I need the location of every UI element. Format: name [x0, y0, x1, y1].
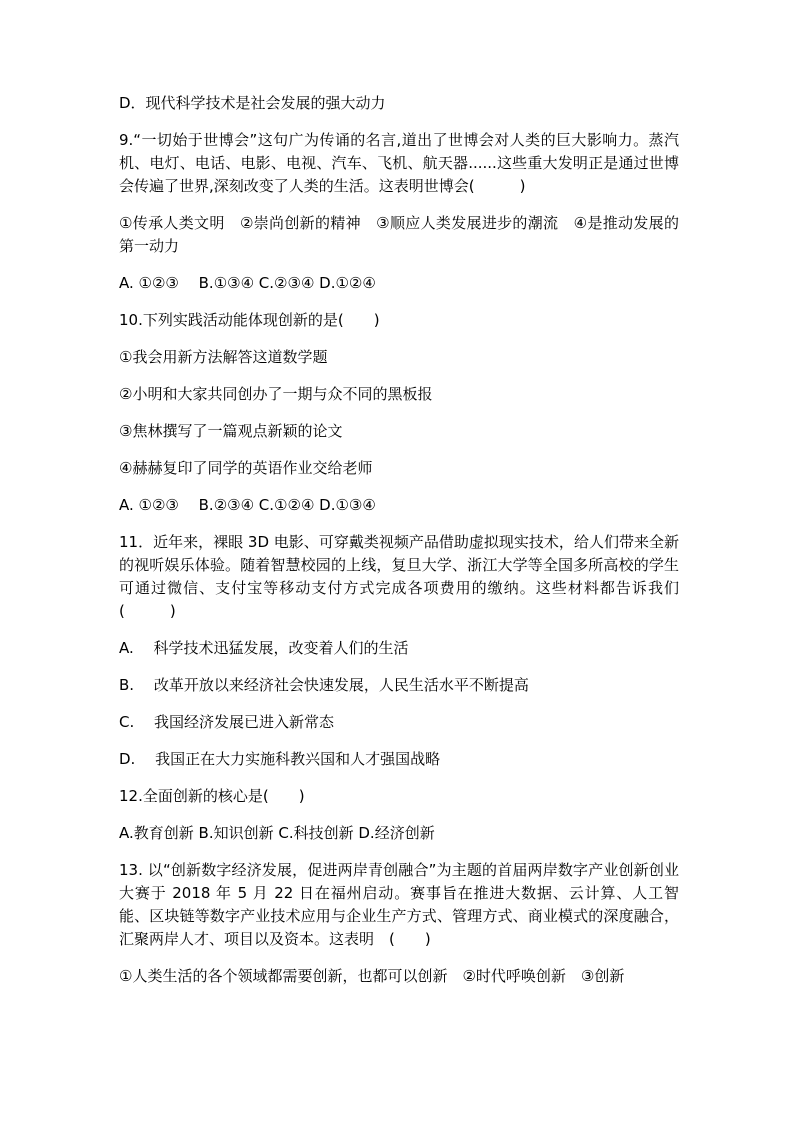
q11-option-b: B. 改革开放以来经济社会快速发展，人民生活水平不断提高: [119, 676, 529, 694]
q10-stem: 10.下列实践活动能体现创新的是( ): [119, 311, 380, 329]
q11-stem: 11．近年来，裸眼 3D 电影、可穿戴类视频产品借助虚拟现实技术，给人们带来全新的视听娱乐体验。随着智慧校园的上线，复旦大学、浙江大学等全国多所高校的学生可通过微信、支付宝等移动支付方式完成各项费用的缴纳。这些材料都告诉我们( ): [119, 533, 679, 620]
q9-items: ①传承人类文明 ②崇尚创新的精神 ③顺应人类发展进步的潮流 ④是推动发展的第一动力: [119, 214, 679, 255]
q12-choices: A.教育创新 B.知识创新 C.科技创新 D.经济创新: [119, 824, 435, 842]
q13-items: ①人类生活的各个领域都需要创新，也都可以创新 ②时代呼唤创新 ③创新: [119, 967, 625, 985]
q11-option-a: A. 科学技术迅猛发展，改变着人们的生活: [119, 639, 409, 657]
q10-item-3: ③焦林撰写了一篇观点新颖的论文: [119, 422, 343, 440]
question-content: [119, 92, 679, 1002]
q8-option-d: D．现代科学技术是社会发展的强大动力: [119, 94, 386, 112]
q9-choices: A. ①②③ B.①③④ C.②③④ D.①②④: [119, 274, 376, 292]
q10-item-1: ①我会用新方法解答这道数学题: [119, 348, 328, 366]
q12-stem: 12.全面创新的核心是( ): [119, 787, 305, 805]
q11-option-c: C. 我国经济发展已进入新常态: [119, 713, 335, 731]
q10-item-2: ②小明和大家共同创办了一期与众不同的黑板报: [119, 385, 433, 403]
q10-item-4: ④赫赫复印了同学的英语作业交给老师: [119, 459, 373, 477]
q9-stem: 9.“一切始于世博会”这句广为传诵的名言,道出了世博会对人类的巨大影响力。蒸汽机、电灯、电话、电影、电视、汽车、飞机、航天器......这些重大发明正是通过世博会传遍了世界,深刻改变了人类的生活。这表明世博会( ): [119, 131, 679, 195]
q13-stem: 13. 以“创新数字经济发展，促进两岸青创融合”为主题的首届两岸数字产业创新创业大赛于 2018 年 5 月 22 日在福州启动。赛事旨在推进大数据、云计算、人工智能、区块链等数字产业技术应用与企业生产方式、管理方式、商业模式的深度融合，汇聚两岸人才、项目以及资本。这表明 ( ): [119, 861, 679, 948]
q10-choices: A. ①②③ B.②③④ C.①②④ D.①③④: [119, 496, 376, 514]
q11-option-d: D. 我国正在大力实施科教兴国和人才强国战略: [119, 750, 441, 768]
